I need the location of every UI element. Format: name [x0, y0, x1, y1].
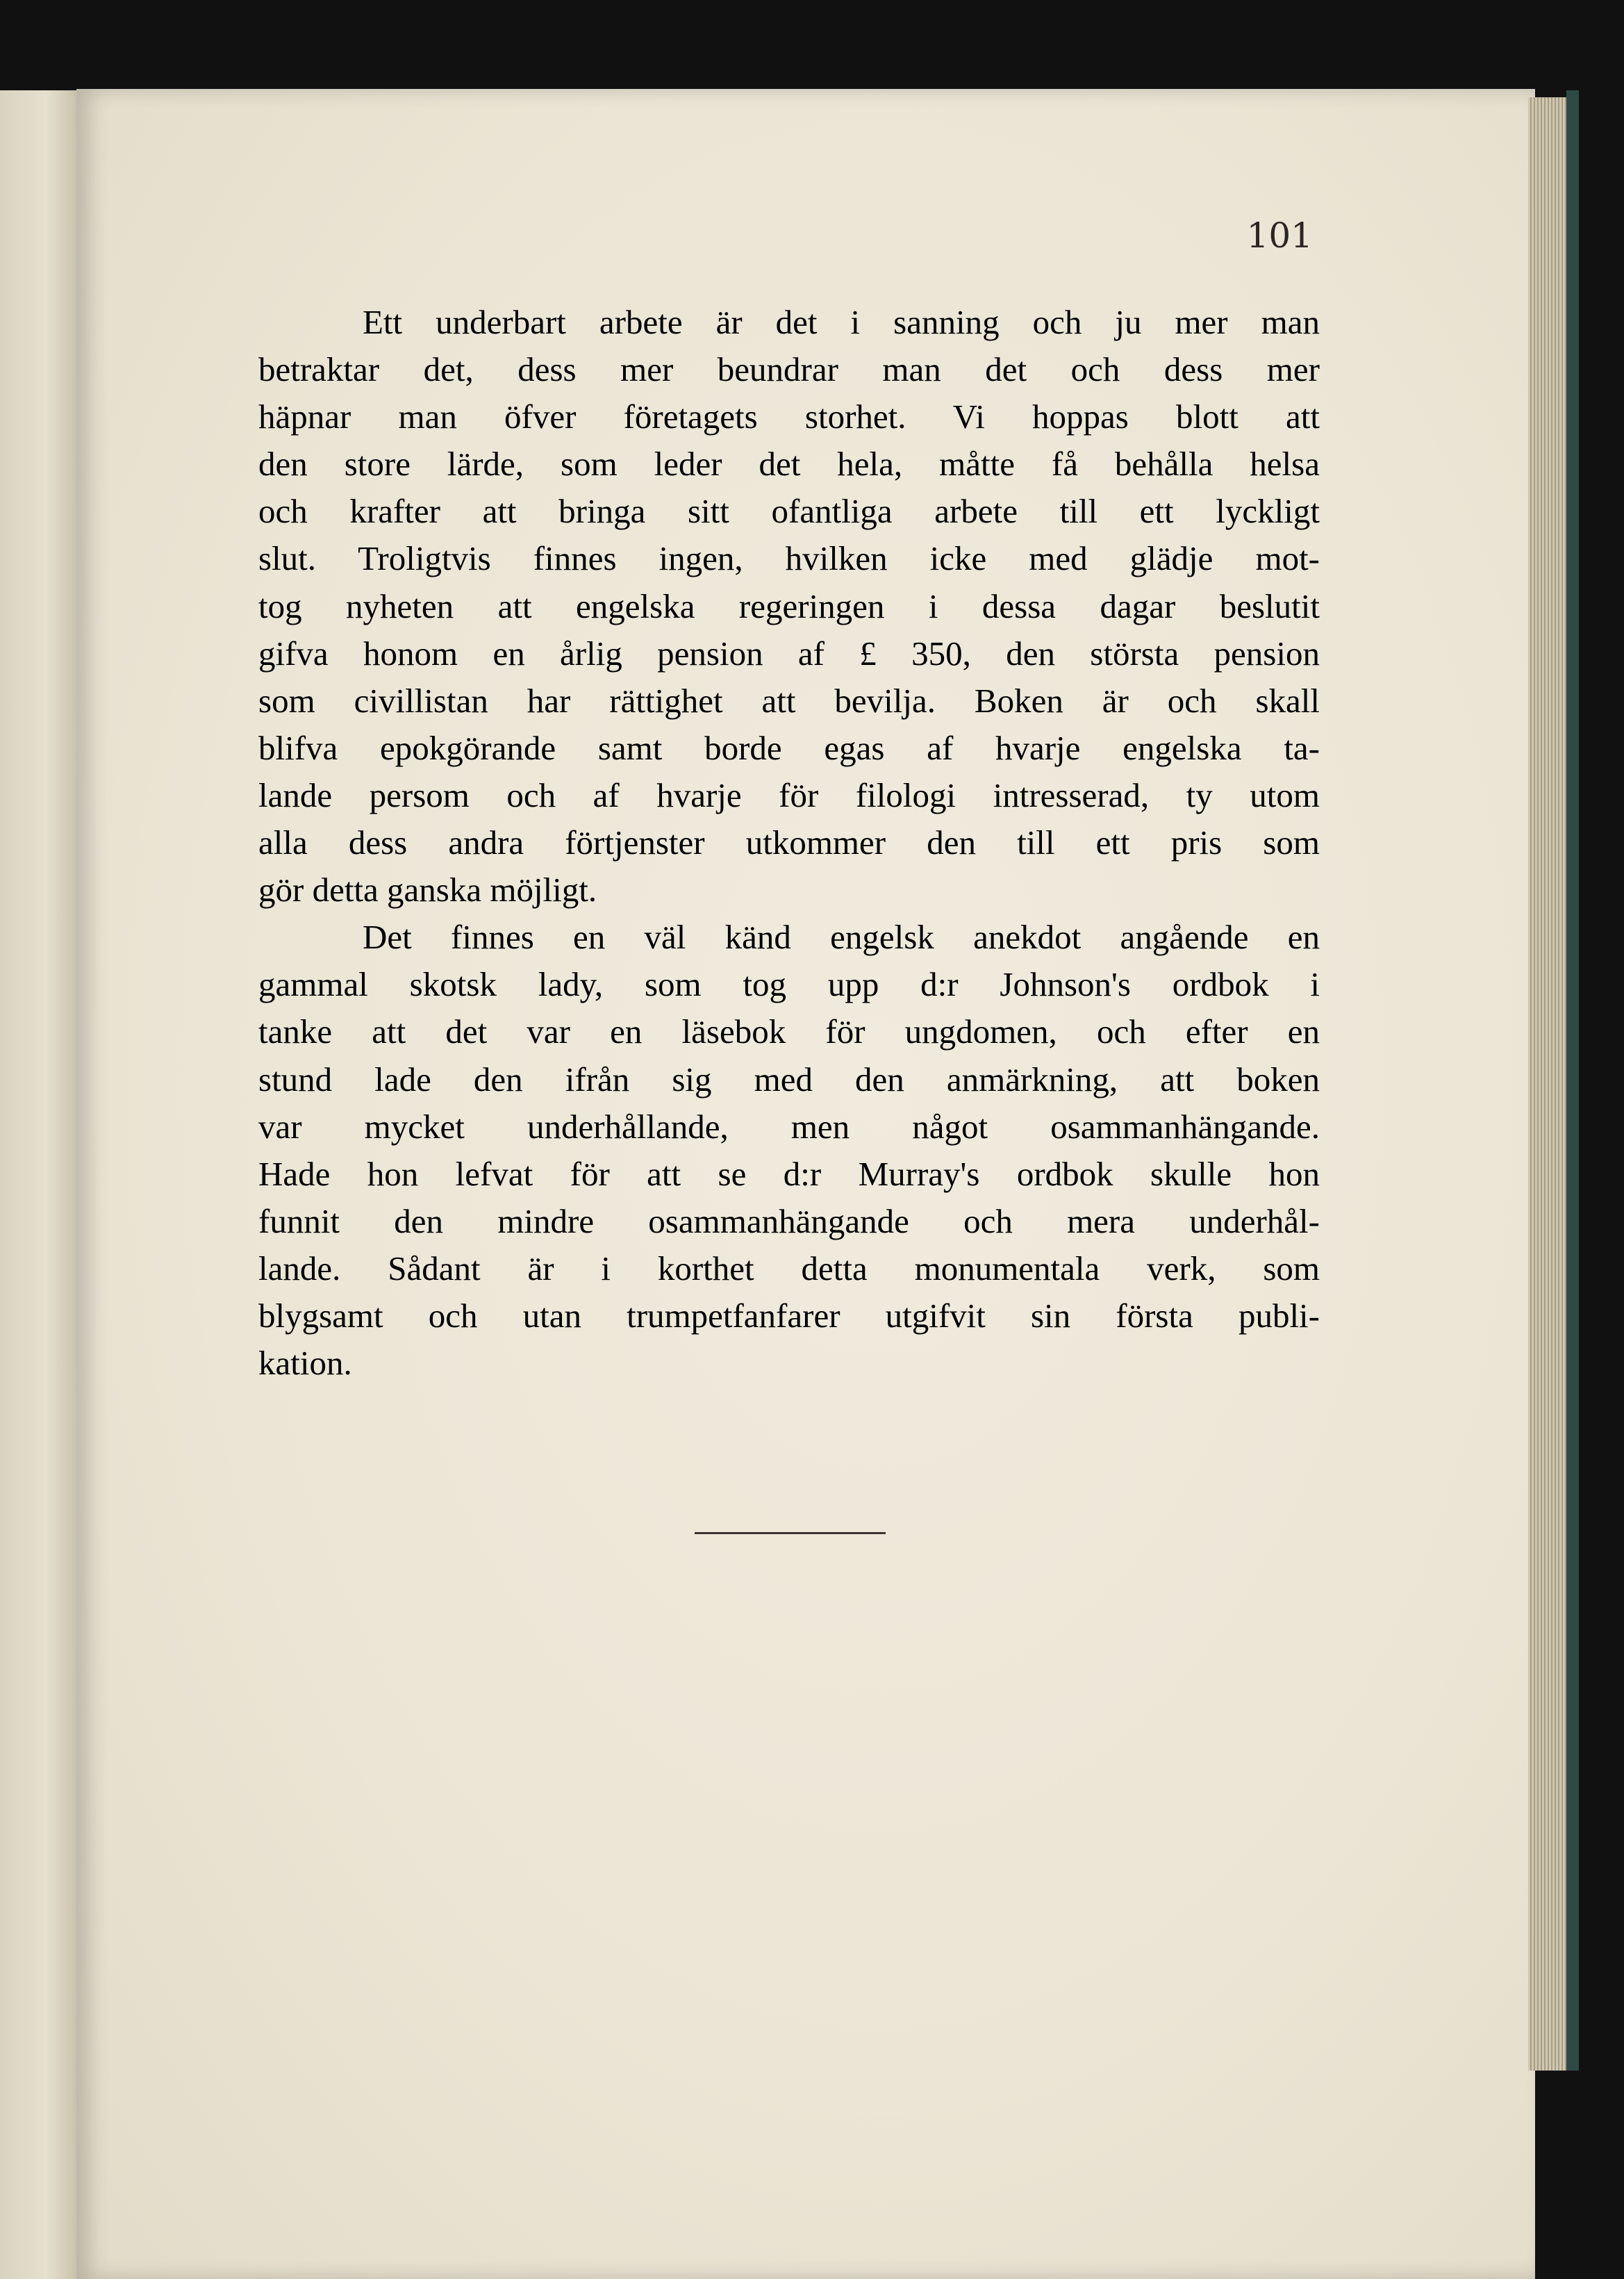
text-line: och krafter att bringa sitt ofantliga arbete till ett lyckligt — [258, 492, 1320, 531]
text-line: gör detta ganska möjligt. — [258, 871, 597, 910]
text-line: stund lade den ifrån sig med den anmärkning, att boken — [258, 1060, 1320, 1099]
text-line: alla dess andra förtjenster utkommer den till ett pris som — [258, 823, 1320, 862]
text-line: som civillistan har rättighet att bevilja. Boken är och skall — [258, 681, 1320, 720]
page-number: 101 — [1246, 215, 1313, 256]
paragraph-1 — [258, 299, 1320, 914]
text-line: Hade hon lefvat för att se d:r Murray's ordbok skulle hon — [258, 1154, 1320, 1193]
text-line: lande. Sådant är i korthet detta monumentala verk, som — [258, 1249, 1320, 1287]
body-text — [258, 299, 1320, 1387]
text-line: funnit den mindre osammanhängande och mera underhål- — [258, 1201, 1320, 1240]
text-line: tog nyheten att engelska regeringen i dessa dagar beslutit — [258, 586, 1320, 625]
text-line: betraktar det, dess mer beundrar man det och dess mer — [258, 350, 1320, 389]
text-line: blygsamt och utan trumpetfanfarer utgifvit sin första publi- — [258, 1296, 1320, 1335]
text-line: kation. — [258, 1344, 352, 1383]
text-line: häpnar man öfver företagets storhet. Vi hoppas blott att — [258, 397, 1320, 436]
text-line: den store lärde, som leder det hela, måtte få behålla helsa — [258, 445, 1320, 484]
text-line: var mycket underhållande, men något osammanhängande. — [258, 1107, 1320, 1146]
page-block-edges — [1528, 97, 1570, 2071]
text-line: gifva honom en årlig pension af £ 350, den största pension — [258, 634, 1320, 673]
facing-page-edge — [0, 90, 76, 2279]
text-line: gammal skotsk lady, som tog upp d:r Johnson's ordbok i — [258, 965, 1320, 1004]
text-line: Ett underbart arbete är det i sanning och ju mer man — [363, 303, 1320, 341]
paragraph-2 — [258, 914, 1320, 1387]
section-separator-rule — [695, 1532, 886, 1534]
text-line: tanke att det var en läsebok för ungdomen, och efter en — [258, 1012, 1320, 1051]
text-line: Det finnes en väl känd engelsk anekdot angående en — [363, 918, 1320, 957]
text-line: blifva epokgörande samt borde egas af hvarje engelska ta- — [258, 728, 1320, 767]
book-cover-edge — [1566, 90, 1579, 2071]
text-line: slut. Troligtvis finnes ingen, hvilken icke med glädje mot- — [258, 539, 1320, 578]
text-line: lande persom och af hvarje för filologi intresserad, ty utom — [258, 775, 1320, 814]
